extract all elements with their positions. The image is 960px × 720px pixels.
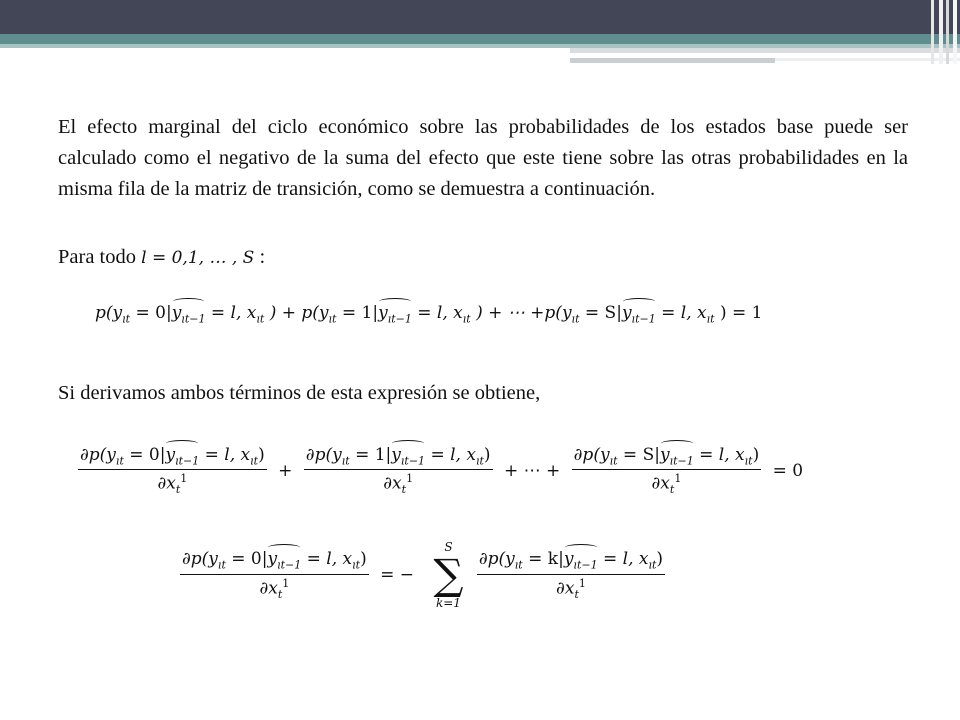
summation-symbol: S ∑ k=1 [433,540,464,610]
fraction-rhs: $\frac{\partial p(y_{ıt} = k|y_{ıt-1} = l, x_{ıt})}{\partial x_t^1}$ [478,549,664,601]
para-todo-prefix: Para todo [58,246,136,268]
header-accent-stripe [0,34,960,44]
fraction-term-1: $\frac{\partial p(y_{ıt} = 1|y_{ıt-1} = l, x_{ıt})}{\partial x_t^1}$ [305,445,491,497]
equation-probability-sum: $p(y_{ıt} = 0|y_{ıt-1} = l$, $x_{ıt}$ ) + $p(y_{ıt} = 1|y_{ıt-1} = l$, $x_{ıt}$ ) + ⋯ $+p(y_{ıt} = S|y_{ıt-1} = l$, $x_{ıt}$ ) = 1 [95,303,763,326]
para-todo-suffix: : [259,246,266,268]
fraction-lhs: $\frac{\partial p(y_{ıt} = 0|y_{ıt-1} = l, x_{ıt})}{\partial x_t^1}$ [182,549,367,601]
derivative-intro: Si derivamos ambos términos de esta expresión se obtiene, [58,382,541,404]
header-vertical-line [953,0,957,64]
equation-derivative-sum: $\frac{\partial p(y_{ıt} = 0|y_{ıt-1} = l, x_{ıt})}{\partial x_t^1}$ + $\frac{\partial p(y_{ıt} = 1|y_{ıt-1} = l, x_{ıt})}{\partial x_t^1}$ + ⋯ + $\frac{\partial p(y_{ıt} = S|y_{ıt-1} = l, x_{ıt})}{\partial x_t^1}$ = 0 [80,445,804,497]
hat-symbol: $y_{ıt-1}$ [171,303,206,326]
fraction-term-0: $\frac{\partial p(y_{ıt} = 0|y_{ıt-1} = l, x_{ıt})}{\partial x_t^1}$ [80,445,265,497]
header-vertical-line [946,0,949,64]
header-vertical-line [931,0,934,64]
header-bar [0,0,960,34]
equation-marginal-effect: $\frac{\partial p(y_{ıt} = 0|y_{ıt-1} = l, x_{ıt})}{\partial x_t^1}$ = − S ∑ k=1 $\frac{\partial p(y_{ıt} = k|y_{ıt-1} = l, x_{ıt})}{\partial x_t^1}$ [182,540,664,610]
para-todo-line [58,242,265,274]
para-todo-expression: l = 0,1, … , S [141,248,255,268]
header-gray-line [570,48,960,53]
intro-paragraph: El efecto marginal del ciclo económico sobre las probabilidades de los estados base puede ser calculado como el negativo de la suma del efecto que este tiene sobre las otras probabilidades en la misma fila de la matriz de transición, como se demuestra a continuación. [58,116,908,200]
header-gray-line [570,58,775,63]
fraction-term-S: $\frac{\partial p(y_{ıt} = S|y_{ıt-1} = l, x_{ıt})}{\partial x_t^1}$ [573,445,760,497]
header-vertical-line [939,0,943,64]
